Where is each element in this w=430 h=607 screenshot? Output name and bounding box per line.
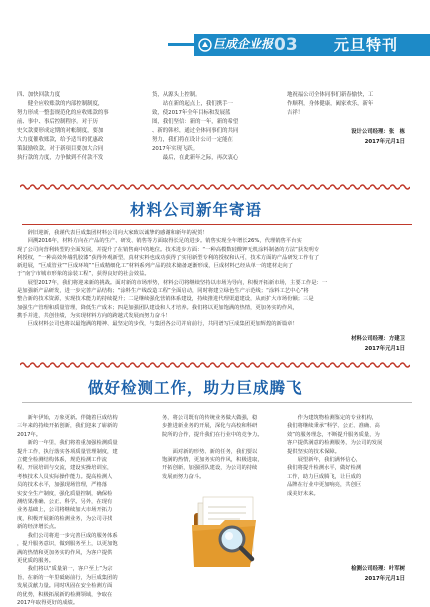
article2-title: 做好检测工作，助力巨成腾飞 (88, 379, 303, 397)
newspaper-brand: 巨成企业报 (213, 37, 274, 51)
top-column-3: 地祝福公司全体同事们新春愉快，工 作顺利，身体健康，阖家欢乐，新年 吉祥！ (287, 92, 374, 116)
article1-title: 材料公司新年寄语 (130, 201, 263, 219)
article1-date: 2017年元月1日 (364, 346, 405, 352)
article2-column-1: 新年伊始，万象更新。伴随着巨成结构 三年来的持续开拓创新，我们迎来了崭新的 2017年。 新的一年里，我们将着重加强检测质量 提升工作，执行落实各项质量管理制度，建 立健全检测结构体系，规范检测工作流 程，开展培训与交流，建设实操培训室， 考核技术人员实际操作能力。提高检测人 员的技术水平，加强现场管理，严格落 实安全生产制度，强化质量控制，确保检 测结果准确、公正、科学。另外，在现有 业务基础上，公司将继续加大市场开拓力 度，积极开展新的检测业务，为公司寻找 新的经济增长点。 我们公司将进一步完善巨成的服务体系 ，提升服务意识，做到服务至上，以更加饱 满的热情和更加务实的作风，为客户提供 更优质的服务。 我们将以“质量第一，客户至上”为宗 旨，在新的一年里砥砺前行，为巨成集团的 发展贡献力量。同时巩固在安全检测方面 的优势，积极拓展新的检测领域，争取在 2017年取得更好的成绩。 (17, 415, 118, 606)
folder-magnifier-illustration (190, 491, 270, 573)
article2-title-rule (22, 402, 412, 403)
company-logo-icon (198, 37, 212, 51)
article2-column-2: 务，将公司既有的传统业务做大做强，稳 步推进新业务的开展，深化与高校和科研 院所的合作，提升我们在行业中的竞争力。 面对新的形势、新的任务，我们要以 饱满的热情，更加务实的作风，积极进取， 开拓创新，加强团队建设，为公司的持续 发展而努力奋斗。 (162, 415, 263, 480)
decorative-ribbon-2 (20, 354, 410, 362)
column-title: 元旦特刊 (334, 36, 399, 54)
page-number: 03 (274, 35, 298, 55)
header-accent-line (168, 43, 194, 46)
article2-date: 2017年元月1日 (364, 576, 405, 582)
article2-signature: 检测公司经理：叶军树 (351, 566, 405, 572)
decorative-ribbon-1 (20, 176, 410, 184)
top-column-1: 四、加快回款力度 健全应收账款的内部控制制度， 努力形成一整套规范化的应收账款的事 前、事中、事后控制程序。对于历 史欠款要形成定期的对帐制度，要加 大力度催收账款，给予适当的优惠政 策鼓励收款。对于新项目要加大合同 执行款的力度，力争做到不付款不发 (17, 92, 109, 161)
top-date: 2017年元月1日 (364, 139, 405, 145)
article1-signature: 材料公司经理：方建卫 (351, 336, 405, 342)
article1-body: 辞旧迎新，我谨代表巨成集团材料公司向大家致以诚挚的感谢和新年的祝贺！ 回溯2016年，材料方向在产品的生产、研发、销售等方面取得长足的进步。销售实现全年增长26%，代理销售平台实 现了公司向营利转型的全面发展，并提升了在销售商中的地位。技术进步方面：“一种高模数硅酸钾无机涂料制备的方法”获发明专 利授权，“一种高效外墙乳胶漆”获得外观新型，真材实料也成功获得了实用新型专利的授权和认可，技术方面的产品研发工作有了 新进展，“巨成管业”“巨成环境”“巨成精细化工”材料系列产品的技术储备逐渐形成，巨成材料已经从单一的建材走向了 于“南宁市城市形象的涂装工程”，获得良好的社会效益。 展望2017年，我们将迎来新的挑战。面对新的市场形势，材料公司将继续坚持以市场为导向，积极开拓新市场，主要工作是：一 是加强新产品研发，进一步完善产品结构；“涂料生产线改造工程”全面启动，同时将建立绿色生产示范线；“涂料工艺中心”将 整合新的技术资源，实现技术能力的持续提升；二是继续强化营销体系建设，持续推进代理渠道建设，从而扩大市场份额；三是 加强生产管理和质量管理，降低生产成本；四是加强团队建设和人才培养。我们将以更加饱满的热情，更加务实的作风， 携手并进，共创佳绩，为实现材料方向的跨越式发展而努力奋斗！ 巨成材料公司也将以最饱满的精神、最坚定的步伐，与集团各公司并肩前行，共同谱写巨成集团更加辉煌的新篇章！ (17, 230, 328, 328)
top-column-2: 货，从源头上控制。 站在新的起点上，我们携手一 致，使2017年全年目标和发展蓝 图，我们坚信：新的一年，新的希望 、新的韩杉，通过全体同事们的共同 努力，我们将在设计公司一定能在 2017年实现飞跃。 最后，在此新年之际，再次衷心 (152, 92, 239, 161)
top-signature: 设计公司经理：张 栋 (351, 129, 405, 135)
article1-title-rule (22, 224, 412, 225)
article2-column-3: 作为建筑物检测鉴定的专业机构， 我们将继续秉承“科学、公正、准确、高 效”的服务理念，不断提升服务质量，为 客户提供满意的检测服务，为公司的发展 提供坚实的技术保障。 展望新年，我们满怀信心， 我们将提升检测水平，做好检测 工作，助力巨成腾飞，让巨成的 品牌在行业中更加响亮，共创巨 成美好未来。 (287, 415, 383, 497)
